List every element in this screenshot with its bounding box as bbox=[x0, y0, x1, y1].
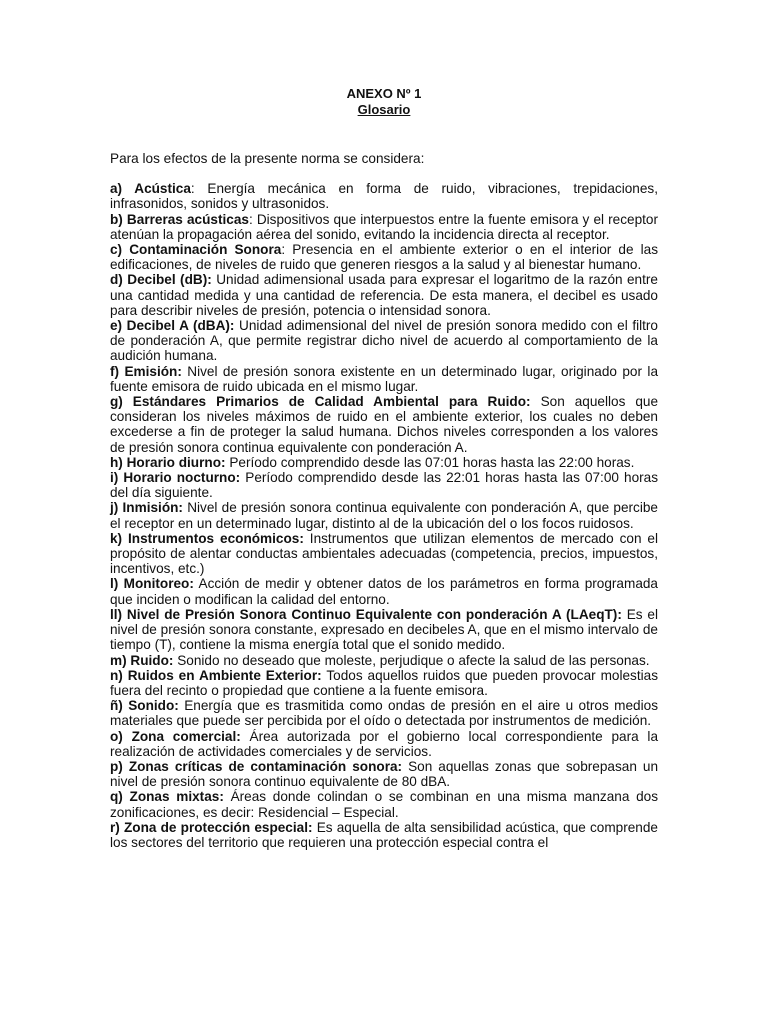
glossary-entry bbox=[110, 318, 658, 364]
glossary-definition: Unidad adimensional usada para expresar el logaritmo de la razón entre una cantidad medida y una cantidad de referencia. De esta manera, el decibel es usado para describir niveles de presión, potencia o intensidad sonora. bbox=[110, 272, 658, 318]
glossary-entry bbox=[110, 653, 658, 668]
glossary-entry: b) Barreras acústicas: Dispositivos que interpuestos entre la fuente emisora y el receptor atenúan la propagación aérea del sonido, evitando la incidencia directa al receptor. bbox=[110, 211, 659, 242]
glossary-definition: Todos aquellos ruidos que pueden provocar molestias fuera del recinto o propiedad que contiene a la fuente emisora. bbox=[110, 667, 659, 698]
glossary-term: p) Zonas críticas de contaminación sonora: bbox=[110, 758, 403, 774]
glossary-definition: Nivel de presión sonora existente en un determinado lugar, originado por la fuente emisora de ruido ubicada en el mismo lugar. bbox=[110, 363, 658, 394]
glossary-term: f) Emisión: bbox=[110, 363, 182, 379]
glossary-definition: Energía que es trasmitida como ondas de presión en el aire u otros medios materiales que puede ser percibida por el oído o detectada por instrumentos de medición. bbox=[110, 698, 658, 729]
glossary-term: i) Horario nocturno: bbox=[110, 470, 241, 486]
glossary-term: h) Horario diurno: bbox=[110, 454, 226, 470]
glossary-term: o) Zona comercial: bbox=[110, 728, 241, 744]
glossary-definition: Período comprendido desde las 22:01 horas hasta las 07:00 horas del día siguiente. bbox=[110, 470, 659, 501]
glossary-definition: Instrumentos que utilizan elementos de mercado con el propósito de alentar conductas ambientales adecuadas (competencia, precios, impuestos, incentivos, etc.) bbox=[110, 530, 659, 577]
glossary-entry bbox=[110, 820, 658, 850]
glossary-definition: Nivel de presión sonora continua equivalente con ponderación A, que percibe el receptor en un determinado lugar, distinto al de la ubicación del o los focos ruidosos. bbox=[110, 500, 658, 531]
glossary-definition: Acción de medir y obtener datos de los parámetros en forma programada que inciden o modifican la calidad del entorno. bbox=[110, 576, 658, 607]
glossary-definition: Sonido no deseado que moleste, perjudique o afecte la salud de las personas. bbox=[177, 652, 650, 668]
glossary-entry bbox=[110, 607, 658, 653]
glossary-term: e) Decibel A (dBA): bbox=[110, 318, 235, 334]
intro-paragraph: Para los efectos de la presente norma se considera: bbox=[110, 151, 425, 166]
glossary-term: b) Barreras acústicas bbox=[110, 211, 249, 227]
glossary-entry bbox=[110, 576, 658, 606]
glossary-term: d) Decibel (dB): bbox=[110, 272, 212, 288]
glossary-term: n) Ruidos en Ambiente Exterior: bbox=[110, 667, 322, 683]
glossary-definition: Dispositivos que interpuestos entre la fuente emisora y el receptor atenúan la propagación aérea del sonido, evitando la incidencia directa al receptor. bbox=[110, 211, 659, 242]
glossary-term: g) Estándares Primarios de Calidad Ambiental para Ruido: bbox=[110, 394, 531, 410]
glossary-entry bbox=[110, 500, 658, 530]
glossary-term: j) Inmisión: bbox=[110, 500, 183, 516]
glossary-definition: Unidad adimensional del nivel de presión sonora medido con el filtro de ponderación A, que permite registrar dicho nivel de acuerdo al comportamiento de la audición humana. bbox=[110, 318, 658, 364]
glossary-entry bbox=[110, 531, 658, 577]
glossary-entry: c) Contaminación Sonora: Presencia en el ambiente exterior o en el interior de las edificaciones, de niveles de ruido que generen riesgos a la salud y al bienestar humano. bbox=[110, 242, 659, 273]
glossary-entry bbox=[110, 470, 658, 500]
glossary-entry bbox=[110, 729, 658, 759]
glossary-term: k) Instrumentos económicos: bbox=[110, 530, 304, 546]
glossary-entry: a) Acústica: Energía mecánica en forma de ruido, vibraciones, trepidaciones, infrasonidos, sonidos y ultrasonidos. bbox=[110, 181, 658, 212]
glossary-term: ll) Nivel de Presión Sonora Continuo Equivalente con ponderación A (LAeqT): bbox=[110, 606, 622, 622]
glossary-entry bbox=[110, 394, 658, 455]
glossary-entry bbox=[110, 364, 658, 394]
glossary-definition: Es el nivel de presión sonora constante, expresado en decibeles A, que en el mismo intervalo de tiempo (T), contiene la misma energía total que el sonido medido. bbox=[110, 606, 658, 653]
glossary-definition: Energía mecánica en forma de ruido, vibraciones, trepidaciones, infrasonidos, sonidos y ultrasonidos. bbox=[110, 181, 658, 212]
glossary-entry bbox=[110, 668, 658, 698]
document-page bbox=[110, 86, 658, 850]
glossary-entry bbox=[110, 455, 658, 470]
glossary-list bbox=[110, 181, 658, 850]
glossary-definition: Área autorizada por el gobierno local correspondiente para la realización de actividades comerciales y de servicios. bbox=[110, 728, 659, 759]
glossary-term: q) Zonas mixtas: bbox=[110, 789, 224, 805]
glossary-definition: Presencia en el ambiente exterior o en el interior de las edificaciones, de niveles de ruido que generen riesgos a la salud y al bienestar humano. bbox=[110, 242, 659, 273]
glossary-term: c) Contaminación Sonora bbox=[110, 242, 282, 258]
glossary-entry bbox=[110, 698, 658, 728]
glossary-term: a) Acústica bbox=[110, 181, 191, 197]
glossary-term: l) Monitoreo: bbox=[110, 576, 194, 592]
glossary-definition: Son aquellas zonas que sobrepasan un nivel de presión sonora continuo equivalente de 80 dBA. bbox=[110, 758, 659, 790]
glossary-definition: Áreas donde colindan o se combinan en una misma manzana dos zonificaciones, es decir: Residencial – Especial. bbox=[110, 789, 658, 820]
glossary-subtitle: Glosario bbox=[357, 102, 411, 117]
glossary-definition: Es aquella de alta sensibilidad acústica, que comprende los sectores del territorio que requieren una protección especial contra el bbox=[110, 819, 658, 850]
glossary-entry bbox=[110, 272, 658, 318]
glossary-term: r) Zona de protección especial: bbox=[110, 819, 313, 835]
glossary-term: ñ) Sonido: bbox=[110, 698, 179, 714]
annex-title: ANEXO Nº 1 bbox=[346, 86, 422, 101]
glossary-entry bbox=[110, 759, 658, 789]
glossary-definition: Son aquellos que consideran los niveles máximos de ruido en el ambiente exterior, los cuales no deben excederse a fin de proteger la salud humana. Dichos niveles corresponden a los valores de presión sonora continua equivalente con ponderación A. bbox=[110, 394, 659, 455]
glossary-term: m) Ruido: bbox=[110, 652, 174, 668]
glossary-definition: Período comprendido desde las 07:01 horas hasta las 22:00 horas. bbox=[229, 454, 635, 470]
glossary-entry bbox=[110, 789, 658, 819]
document-header bbox=[110, 86, 658, 118]
